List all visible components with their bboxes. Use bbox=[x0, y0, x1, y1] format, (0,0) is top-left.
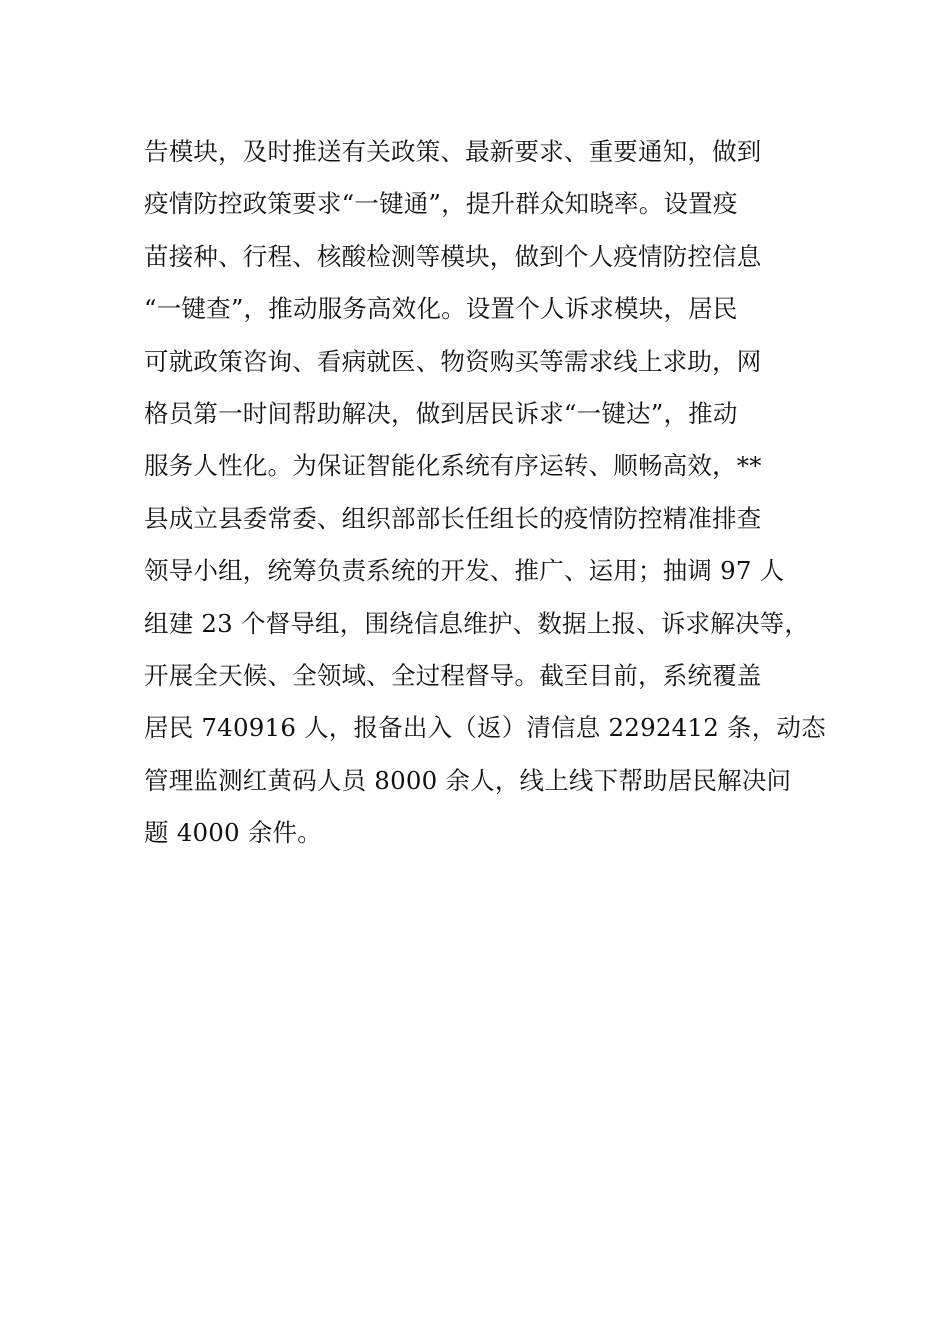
body-paragraph bbox=[144, 126, 844, 859]
paragraph-line: 服务人性化。为保证智能化系统有序运转、顺畅高效，** bbox=[144, 451, 762, 481]
paragraph-line: 可就政策咨询、看病就医、物资购买等需求线上求助，网 bbox=[144, 346, 762, 376]
paragraph-line: 县成立县委常委、组织部部长任组长的疫情防控精准排查 bbox=[144, 503, 762, 533]
paragraph-line: 组建 23 个督导组，围绕信息维护、数据上报、诉求解决等， bbox=[144, 608, 810, 638]
paragraph-line: 格员第一时间帮助解决，做到居民诉求“一键达”，推动 bbox=[144, 398, 738, 428]
paragraph-line: 开展全天候、全领域、全过程督导。截至目前，系统覆盖 bbox=[144, 660, 762, 690]
paragraph-line: 题 4000 余件。 bbox=[144, 818, 322, 848]
paragraph-line: 苗接种、行程、核酸检测等模块，做到个人疫情防控信息 bbox=[144, 241, 762, 271]
paragraph-line: 管理监测红黄码人员 8000 余人，线上线下帮助居民解决问 bbox=[144, 765, 792, 795]
paragraph-line: 告模块，及时推送有关政策、最新要求、重要通知，做到 bbox=[144, 137, 762, 166]
paragraph-line: 疫情防控政策要求“一键通”，提升群众知晓率。设置疫 bbox=[144, 189, 738, 219]
paragraph-line: 居民 740916 人，报备出入（返）清信息 2292412 条，动态 bbox=[144, 713, 826, 743]
paragraph-line: “一键查”，推动服务高效化。设置个人诉求模块，居民 bbox=[144, 294, 738, 324]
paragraph-line: 领导小组，统筹负责系统的开发、推广、运用；抽调 97 人 bbox=[144, 556, 785, 586]
